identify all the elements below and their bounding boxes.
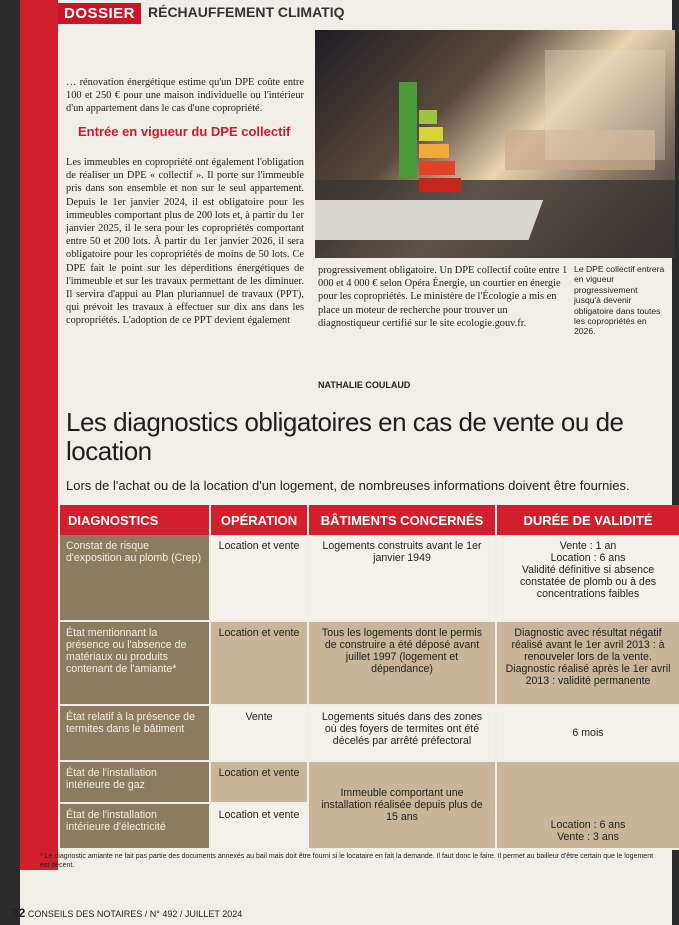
header-validity: DURÉE DE VALIDITÉ [496, 505, 679, 535]
article-subheading: Entrée en vigueur du DPE collectif [78, 124, 291, 139]
article-photo [315, 30, 675, 258]
author-byline: NATHALIE COULAUD [318, 380, 411, 390]
cell-validity: 6 mois [496, 705, 679, 761]
section-title: Les diagnostics obligatoires en cas de vente ou de location [66, 407, 624, 466]
cell-validity: Diagnostic avec résultat négatif réalisé avant le 1er avril 2013 : à renouveler lors de la vente. Diagnostic réalisé après le 1er avril 2013 : validité permanente [496, 621, 679, 705]
section-lead: Lors de l'achat ou de la location d'un logement, de nombreuses informations doivent être fournies. [66, 478, 630, 493]
cell-validity: Location : 6 ans Vente : 3 ans [496, 761, 679, 849]
cell-operation: Location et vente [210, 621, 308, 705]
cell-diagnostic: État mentionnant la présence ou l'absence de matériaux ou produits contenant de l'amiante* [60, 621, 210, 705]
cell-buildings: Immeuble comportant une installation réalisée depuis plus de 15 ans [308, 761, 496, 849]
cell-operation: Location et vente [210, 535, 308, 621]
cell-diagnostic: État de l'installation intérieure de gaz [60, 761, 210, 803]
table-row [60, 705, 679, 761]
header-diagnostics: DIAGNOSTICS [60, 505, 210, 535]
photo-illustration [315, 30, 675, 258]
article-body-mid: progressivement obligatoire. Un DPE collectif coûte entre 1 000 et 4 000 € selon Opéra Énergie, un courtier en énergie pour les copropriétés. Le ministère de l'Écologie a mis en place un moteur de recherche pour trouver un diagnostiqueur certifié sur le site ecologie.gouv.fr. [318, 265, 568, 329]
cell-diagnostic: État de l'installation intérieure d'électricité [60, 803, 210, 849]
page-number: 32 [12, 906, 26, 920]
cell-operation: Location et vente [210, 803, 308, 849]
diagnostics-table [60, 505, 679, 850]
table-row [60, 535, 679, 621]
page-folio [12, 906, 242, 920]
header-operation: OPÉRATION [210, 505, 308, 535]
cell-validity: Vente : 1 an Location : 6 ans Validité définitive si absence constatée de plomb ou à des concentrations faibles [496, 535, 679, 621]
cell-diagnostic: État relatif à la présence de termites dans le bâtiment [60, 705, 210, 761]
cell-buildings: Tous les logements dont le permis de construire a été déposé avant juillet 1997 (logement et dépendance) [308, 621, 496, 705]
article-body-left: Les immeubles en copropriété ont également l'obligation de réaliser un DPE « collectif ». Il porte sur l'immeuble pris dans son ensemble et non sur le seul appartement. Depuis le 1er janvier 2024, il est obligatoire pour les immeubles comportant plus de 200 lots et, à partir du 1er janvier 2025, il le sera pour les copropriétés comportant entre 50 et 200 lots. À partir du 1er janvier 2026, il sera obligatoire pour les copropriétés de moins de 50 lots. Ce DPE fait le point sur les déperditions énergétiques de l'immeuble et sur les travaux permettant de les diminuer. Il servira d'appui au Plan pluriannuel de travaux (PPT), qui prévoit les travaux à effectuer sur dix ans dans les copropriétés. L'adoption de ce PPT devient également [66, 157, 304, 327]
photo-caption: Le DPE collectif entrera en vigueur progressivement jusqu'à devenir obligatoire dans toutes les copropriétés en 2026. [574, 264, 665, 337]
table-header-row [60, 505, 679, 535]
cell-operation: Location et vente [210, 761, 308, 803]
cell-buildings: Logements construits avant le 1er janvier 1949 [308, 535, 496, 621]
cell-operation: Vente [210, 705, 308, 761]
header-buildings: BÂTIMENTS CONCERNÉS [308, 505, 496, 535]
table-row [60, 761, 679, 803]
article-intro: … rénovation énergétique estime qu'un DPE coûte entre 100 et 250 € pour une maison individuelle ou l'intérieur d'un appartement dans le cas d'une copropriété. [66, 77, 304, 115]
cell-diagnostic: Constat de risque d'exposition au plomb (Crep) [60, 535, 210, 621]
red-margin-bar [20, 0, 58, 870]
table-footnote: * Le diagnostic amiante ne fait pas partie des documents annexés au bail mais doit être fourni si le locataire en fait la demande. Il faut donc le faire. Il permet au bailleur d'être certain que le logement est décent. [40, 853, 654, 869]
table-row [60, 621, 679, 705]
cell-buildings: Logements situés dans des zones où des foyers de termites ont été décelés par arrêté préfectoral [308, 705, 496, 761]
section-tag: DOSSIER [58, 3, 141, 24]
section-topic: RÉCHAUFFEMENT CLIMATIQ [148, 4, 345, 20]
publication-name: CONSEILS DES NOTAIRES / N° 492 / JUILLET 2024 [27, 909, 243, 919]
energy-label-icon [399, 82, 461, 192]
